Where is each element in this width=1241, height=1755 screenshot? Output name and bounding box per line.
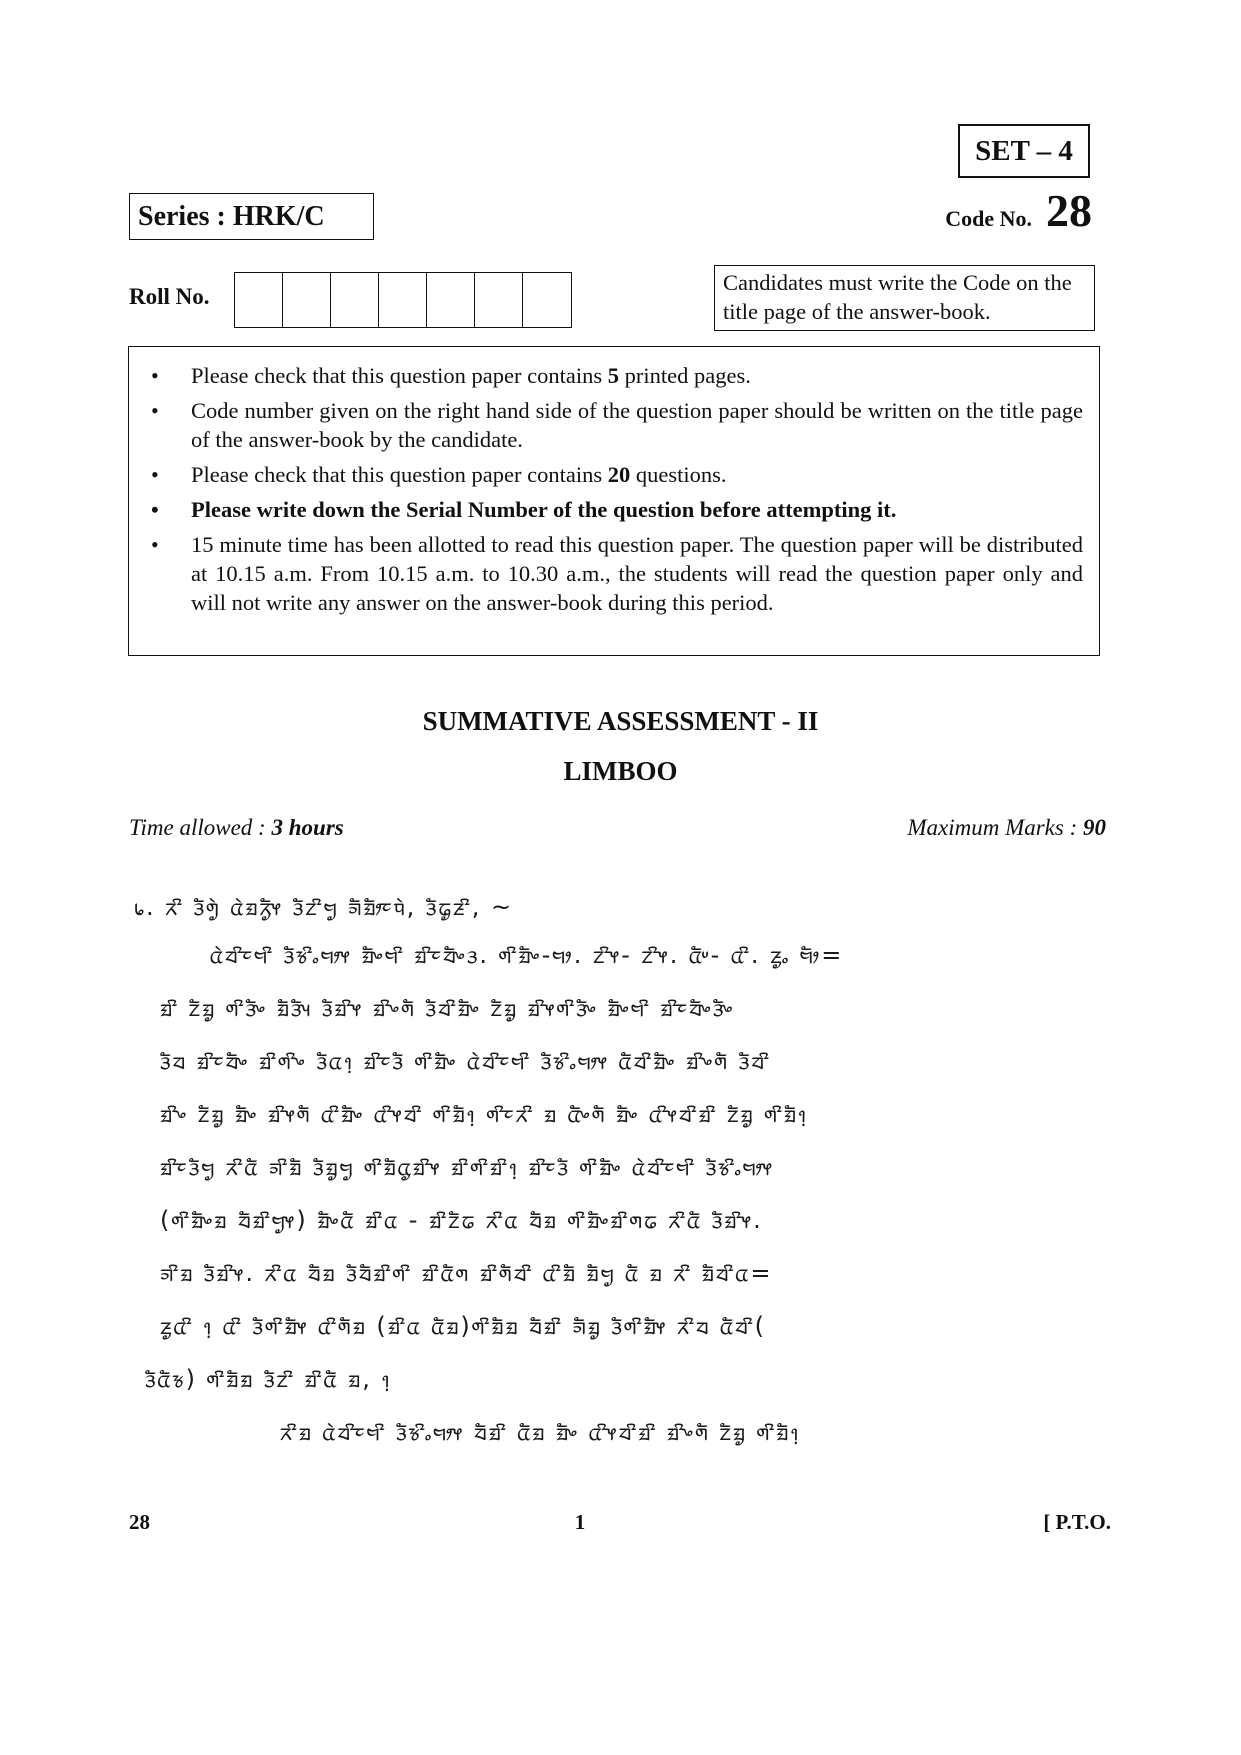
question-line: ᥇. ᤖᤡ ᤋᤠᤛᤢᤧ ᤂᤧᤀᤖᤠᤢᤶ ᤋᤠᤁᤡᤗᤢ ᤈᤠᤀᤥᤰᤄᤧ, ᤋᤠᤒᤢᤏᤡ, ~ [134, 893, 514, 921]
question-line: ᤋᤠᤂᤠᤃ) ᤛᤡᤀᤠᤀ ᤋᤠᤁᤡ ᤀᤡᤂᤠ ᤀ, ᥄ [145, 1365, 392, 1393]
question-line: ᤂᤧᤔᤡᤰᤗᤡ ᤋᤠᤃᤡᤱᤗᤣᤶ ᤀᤠᤴᤗᤡ ᤀᤡᤰᤔᤠᤴᤋ. ᤛᤡᤀᤠᤴ-ᤗᤣ. ᤁᤡᤶ- ᤁᤡᤶ. ᤂᤠᤸ- ᤂᤡ. ᤏᤢᤱ ᤗᤥ= [210, 941, 844, 969]
question-line: (ᤛᤡᤀᤠᤴᤀ ᤔᤠᤀᤡᤗᤢᤶ) ᤀᤠᤴᤂᤠ ᤀᤡᤂ - ᤀᤡᤁᤠᤒ ᤖᤡᤂ ᤔᤠᤀ ᤛᤡᤀᤠᤴᤀᤡᤛᤒ ᤖᤡᤂᤠ ᤋᤠᤀᤡᤶ. [160, 1206, 763, 1234]
roll-number-cell [427, 273, 475, 327]
instruction-item: • Please check that this question paper contains 5 printed pages. [145, 361, 1083, 390]
footer-page-number: 1 [574, 1510, 586, 1534]
footer-code: 28 [129, 1510, 150, 1534]
time-allowed-label: Time allowed : [129, 815, 266, 840]
series-label: Series : HRK/C [129, 193, 374, 240]
roll-number-cell [331, 273, 379, 327]
time-allowed [129, 815, 344, 841]
maximum-marks-value: 90 [1083, 815, 1106, 840]
time-allowed-value: 3 hours [271, 815, 344, 840]
code-label: Code No. [945, 206, 1032, 231]
question-line: ᤏᤢᤂᤡ ᥄ ᤂᤡ ᤋᤠᤛᤡᤀᤠᤶ ᤂᤡᤛᤠᤀ (ᤀᤡᤂ ᤂᤠᤀ)ᤛᤡᤀᤠᤀ ᤔᤠᤀᤡ ᤈᤠᤀᤢ ᤋᤠᤛᤡᤀᤠᤶ ᤖᤡᤔ ᤂᤠᤔᤡ( [160, 1312, 767, 1340]
roll-number-cell [235, 273, 283, 327]
code-number: 28 [1046, 185, 1092, 236]
question-line: ᤈᤡᤀ ᤋᤠᤀᤡᤶ. ᤖᤡᤂ ᤔᤠᤀ ᤋᤠᤔᤠᤀᤡᤛᤡ ᤀᤡᤂᤠᤛ ᤀᤡᤛᤠᤔᤡ ᤂᤡᤀᤠ ᤀᤠᤗᤢ ᤂᤠ ᤀ ᤖᤡ ᤀᤠᤔᤡᤂ= [160, 1259, 773, 1287]
instruction-item: • Code number given on the right hand side of the question paper should be written on the title page of the answer-book by the candidate. [145, 396, 1083, 454]
maximum-marks-label: Maximum Marks : [907, 815, 1078, 840]
instructions-list [145, 361, 1083, 617]
roll-number-cell [379, 273, 427, 327]
instructions-box [128, 346, 1100, 656]
roll-number-cell [475, 273, 523, 327]
instruction-item: • Please check that this question paper contains 20 questions. [145, 460, 1083, 489]
candidates-note: Candidates must write the Code on the title page of the answer-book. [714, 265, 1095, 331]
question-line: ᤋᤠᤔ ᤀᤡᤰᤔᤠᤴ ᤀᤡᤛᤡᤴ ᤋᤠᤂ᥄ ᤀᤡᤰᤋᤠ ᤛᤡᤀᤠᤴ ᤂᤧᤔᤡᤰᤗᤡ ᤋᤠᤃᤡᤱᤗᤣᤶ ᤂᤠᤔᤡᤀᤠᤴ ᤀᤡᤴᤛᤠ ᤋᤠᤔᤡ [160, 1047, 771, 1075]
roll-number-cell [523, 273, 571, 327]
roll-number-grid [234, 272, 572, 328]
question-line: ᤀᤡ ᤁᤠᤀᤢ ᤛᤡᤋᤠᤴ ᤀᤠᤋᤠᤵ ᤋᤠᤀᤡᤶ ᤀᤡᤴᤛᤠ ᤋᤠᤔᤡᤀᤠᤴ ᤁᤠᤀᤢ ᤀᤡᤶᤛᤡᤋᤠᤴ ᤀᤠᤴᤗᤡ ᤀᤡᤰᤔᤠᤴᤋᤠᤴ [160, 994, 735, 1022]
exam-title: SUMMATIVE ASSESSMENT - II [422, 706, 819, 736]
exam-subject: LIMBOO [563, 756, 678, 786]
instruction-item: • Please write down the Serial Number of the question before attempting it. [145, 495, 1083, 524]
roll-number-label: Roll No. [129, 284, 210, 309]
maximum-marks [907, 815, 1106, 841]
code-number-block [924, 184, 1092, 244]
question-line: ᤖᤡᤀ ᤂᤧᤔᤡᤰᤗᤡ ᤋᤠᤃᤡᤱᤗᤣᤶ ᤔᤠᤀᤡ ᤂᤠᤀ ᤀᤠᤴ ᤂᤡᤶᤔᤡᤀᤡ ᤀᤡᤴᤛᤠ ᤁᤠᤀᤢ ᤛᤡᤀᤠ᥄ [280, 1418, 801, 1446]
question-line: ᤀᤡᤴ ᤁᤠᤀᤢ ᤀᤠᤴ ᤀᤡᤶᤛᤠ ᤂᤡᤀᤠᤴ ᤂᤡᤶᤔᤡ ᤛᤡᤀᤠ᥄ ᤛᤡᤰᤖᤡ ᤀ ᤂᤠᤴᤛᤠ ᤀᤠᤴ ᤂᤡᤶᤔᤡᤀᤡ ᤁᤠᤀᤢ ᤛᤡᤀᤠ᥄ [160, 1100, 809, 1128]
roll-number-cell [283, 273, 331, 327]
instruction-item: • 15 minute time has been allotted to read this question paper. The question paper will be distributed at 10.15 a.m. From 10.15 a.m. to 10.30 a.m., the students will read the question paper only and will not write any answer on the answer-book during this period. [145, 530, 1083, 617]
set-label: SET – 4 [958, 124, 1090, 178]
question-line: ᤀᤡᤰᤋᤠᤗᤢ ᤖᤡᤂᤠ ᤈᤡᤀᤠ ᤋᤠᤀᤢᤗᤢ ᤛᤡᤀᤠᤂᤢᤀᤡᤶ ᤀᤡᤛᤡᤀᤡ᥄ ᤀᤡᤰᤋᤠ ᤛᤡᤀᤠᤴ ᤂᤧᤔᤡᤰᤗᤡ ᤋᤠᤃᤡᤱᤗᤣᤶ [160, 1153, 775, 1181]
footer-pto: [ P.T.O. [1043, 1510, 1111, 1534]
